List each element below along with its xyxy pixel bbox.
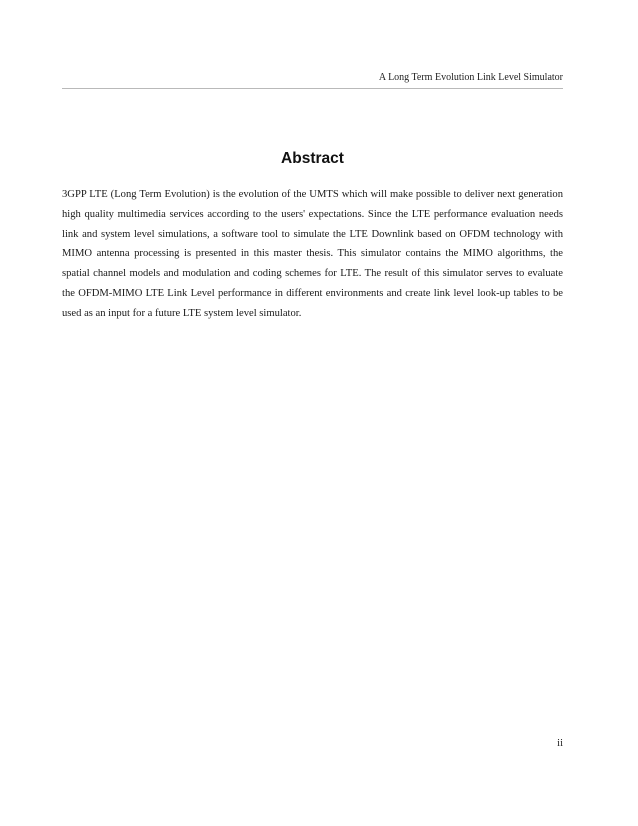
header-divider [62, 88, 563, 89]
page-number: ii [557, 738, 563, 749]
running-header: A Long Term Evolution Link Level Simulator [378, 72, 563, 83]
abstract-body: 3GPP LTE (Long Term Evolution) is the evolution of the UMTS which will make possible to deliver next generation high quality multimedia services according to the users' expectations. Since the LTE performance evaluation needs link and system level simulations, a software tool to simulate the LTE Downlink based on OFDM technology with MIMO antenna processing is presented in this master thesis. This simulator contains the MIMO algorithms, the spatial channel models and modulation and coding schemes for LTE. The result of this simulator serves to evaluate the OFDM-MIMO LTE Link Level performance in different environments and create link level look-up tables to be used as an input for a future LTE system level simulator. [62, 189, 563, 319]
abstract-title: Abstract [281, 150, 344, 167]
